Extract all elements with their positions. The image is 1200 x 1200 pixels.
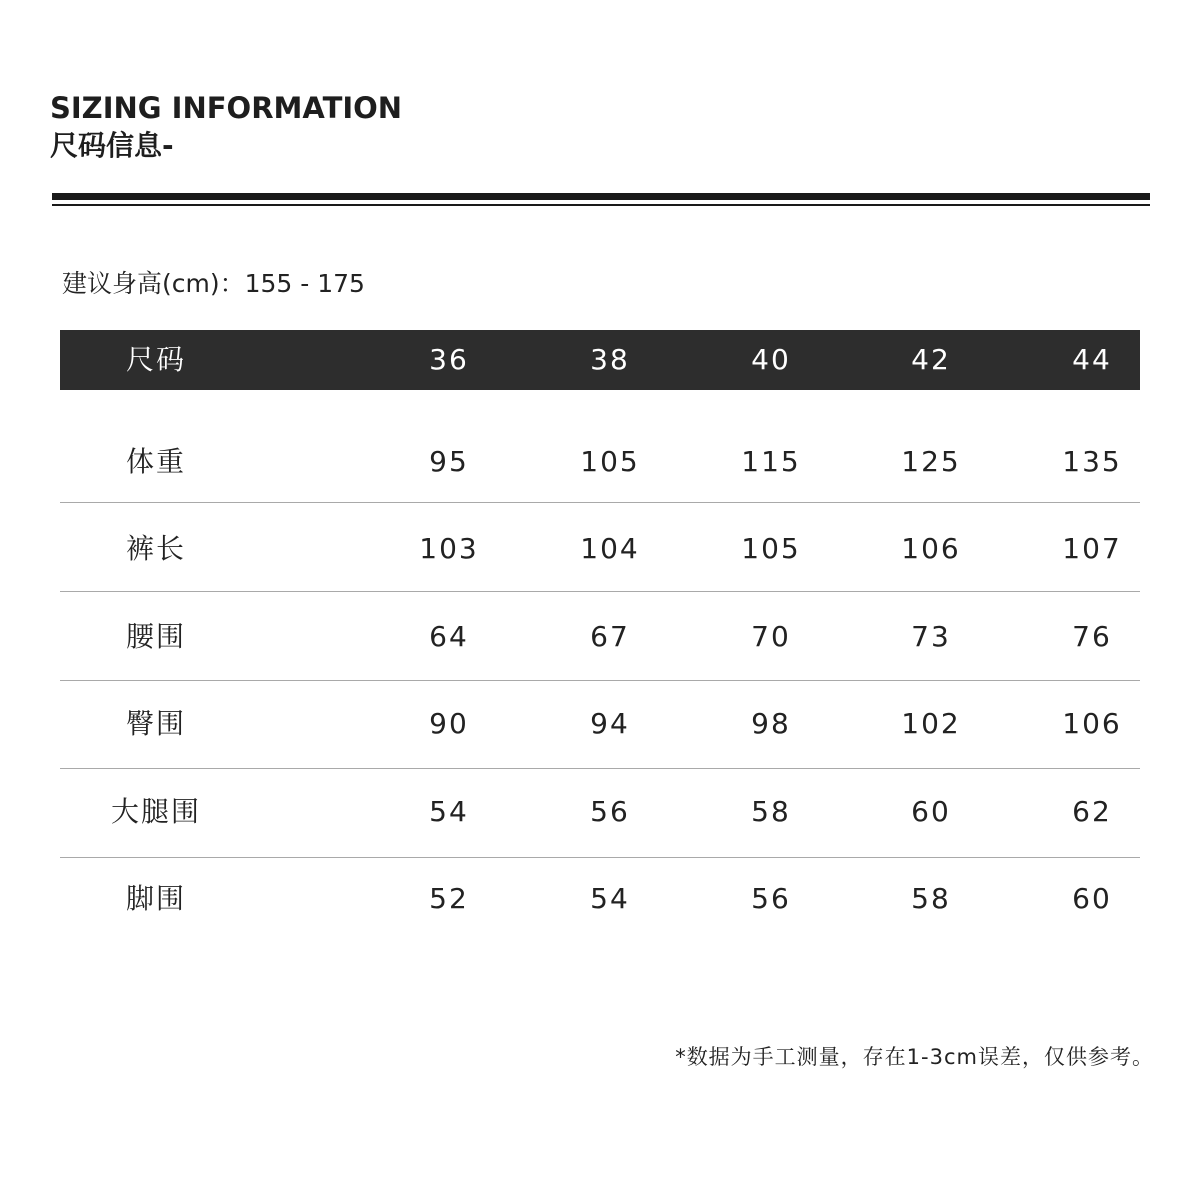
header-cell-size: 36 <box>429 343 469 376</box>
title-rule-thick <box>52 193 1150 200</box>
row-label: 裤长 <box>125 532 186 565</box>
row-value: 76 <box>1072 620 1112 653</box>
measurement-footnote: *数据为手工测量，存在1-3cm误差，仅供参考。 <box>675 1045 1154 1069</box>
row-value: 125 <box>901 445 961 478</box>
row-value: 90 <box>429 707 469 740</box>
row-label: 大腿围 <box>110 795 201 828</box>
suggested-height-note: 建议身高(cm)：155 - 175 <box>62 269 365 298</box>
row-value: 115 <box>741 445 801 478</box>
row-value: 60 <box>1072 882 1112 915</box>
table-row <box>60 418 1140 506</box>
header-cell-size: 42 <box>911 343 951 376</box>
row-label: 体重 <box>125 445 186 478</box>
row-value: 58 <box>911 882 951 915</box>
row-value: 102 <box>901 707 961 740</box>
row-value: 105 <box>580 445 640 478</box>
row-value: 135 <box>1062 445 1122 478</box>
row-value: 103 <box>419 532 479 565</box>
row-value: 70 <box>751 620 791 653</box>
row-value: 104 <box>580 532 640 565</box>
row-value: 58 <box>751 795 791 828</box>
row-label: 脚围 <box>125 882 186 915</box>
row-value: 94 <box>590 707 630 740</box>
row-value: 67 <box>590 620 630 653</box>
header-cell-size: 40 <box>751 343 791 376</box>
row-value: 73 <box>911 620 951 653</box>
table-row <box>60 505 1140 593</box>
row-value: 56 <box>751 882 791 915</box>
row-value: 60 <box>911 795 951 828</box>
table-row <box>60 593 1140 681</box>
table-row <box>60 680 1140 768</box>
row-label: 腰围 <box>125 620 186 653</box>
row-label: 臀围 <box>125 707 186 740</box>
row-value: 106 <box>901 532 961 565</box>
row-value: 107 <box>1062 532 1122 565</box>
row-divider <box>60 591 1140 592</box>
table-row <box>60 855 1140 943</box>
row-value: 64 <box>429 620 469 653</box>
row-value: 52 <box>429 882 469 915</box>
row-value: 54 <box>429 795 469 828</box>
header-cell-size: 44 <box>1072 343 1112 376</box>
row-value: 56 <box>590 795 630 828</box>
row-value: 95 <box>429 445 469 478</box>
row-value: 106 <box>1062 707 1122 740</box>
row-value: 54 <box>590 882 630 915</box>
row-value: 105 <box>741 532 801 565</box>
row-divider <box>60 502 1140 503</box>
page-title-zh: 尺码信息- <box>50 129 174 162</box>
table-row <box>60 768 1140 856</box>
header-cell-size: 38 <box>590 343 630 376</box>
table-header <box>60 330 1140 390</box>
row-value: 98 <box>751 707 791 740</box>
page-title-en: SIZING INFORMATION <box>50 91 403 125</box>
row-value: 62 <box>1072 795 1112 828</box>
title-rule-thin <box>52 204 1150 206</box>
header-cell-size-label: 尺码 <box>125 343 186 376</box>
